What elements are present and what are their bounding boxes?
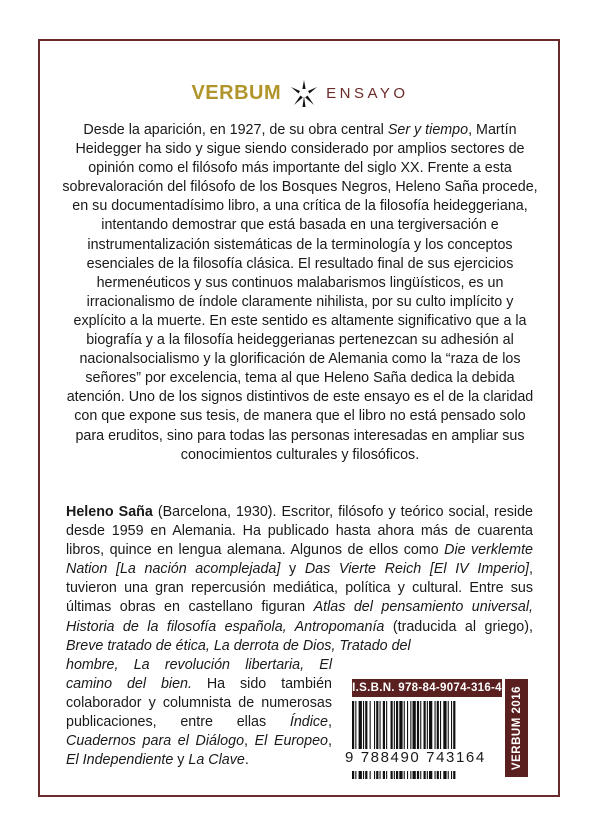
star-burst-icon — [289, 78, 319, 108]
bio-title: Breve tratado de ética, La derrota de Dios, Tratado del — [66, 637, 411, 654]
synopsis-text: , Martín Heidegger ha sido y sigue siendo considerado por amplios sectores de opinión como el filósofo más importante del siglo XX. Frente a esta sobrevaloración del filósofo de los Bosques Negros, Heleno Saña procede, en su documentadísimo libro, a una crítica de la filosofía heideggeriana, intentando demostrar que está basada en una tergiversación e instrumentalización sistemáticas de la terminología y los conceptos esenciales de la filosofía clásica. El resultado final de sus ejercicios hermenéuticos y sus continuos malabarismos lingüísticos, es un irracionalismo de índole claramente nihilista, por su culto implícito y explícito a la muerte. En este sentido es altamente significativo que a la biografía y a la filosofía heideggerianas pertenezcan su adhesión al nacionalsocialismo y la glorificación de Alemania como la “raza de los señores” por excelencia, tema al que Heleno Saña dedica la debida atención. Uno de los signos distintivos de este ensayo es el de la claridad con que expone sus tesis, de manera que el libro no está pensado solo para eruditos, sino para todas las personas interesadas en ampliar sus conocimientos culturales y filosóficos. — [62, 122, 538, 463]
bio-text: , — [328, 733, 332, 750]
bio-text: (Barcelona, 1930). Escritor, filósofo y teórico social, reside desde 1959 en Alemania. Ha publicado hasta ahora más de cuarenta libros, quince en lengua alemana. Algunos de ellos como — [66, 504, 533, 559]
series-name: ENSAYO — [326, 84, 409, 102]
bio-wide-block — [66, 503, 533, 656]
bio-text: , — [328, 714, 332, 731]
publisher-year-text: VERBUM 2016 — [510, 685, 523, 771]
bio-text: (traducida al griego), — [384, 618, 533, 635]
bio-title: El Europeo — [254, 733, 328, 750]
bio-title: Die verklemte Nation [La nación acomplejada] — [66, 542, 533, 578]
bio-title: La Clave — [188, 752, 245, 769]
author-name: Heleno Saña — [66, 504, 153, 520]
barcode-digits: 9 788490 743164 — [343, 749, 513, 771]
bio-title: hombre, La revolución libertaria, El camino del bien. — [66, 656, 332, 692]
bio-text: , — [244, 733, 255, 750]
bio-title: Atlas del pensamiento universal, Historia de la filosofía española, Antropomanía — [66, 599, 533, 635]
isbn-label: I.S.B.N. 978-84-9074-316-4 — [352, 679, 502, 697]
bio-title: Das Vierte Reich [El IV Imperio] — [304, 561, 530, 578]
bio-text: , tuvieron una gran repercusión mediática, política y cultural. Entre sus últimas obras en castellano figuran — [66, 561, 534, 616]
brand-name: VERBUM — [191, 81, 282, 104]
bio-title: Índice — [289, 714, 329, 731]
publisher-year-tag — [505, 679, 528, 777]
synopsis-paragraph — [62, 121, 538, 465]
bio-narrow-block — [66, 656, 332, 771]
bio-title: El Independiente — [66, 752, 174, 769]
publisher-logo — [0, 73, 600, 113]
bio-text: Ha sido también colaborador y columnista de numerosas publicaciones, entre ellas — [66, 675, 332, 731]
synopsis-text: Desde la aparición, en 1927, de su obra central — [83, 122, 388, 138]
bio-title: Cuadernos para el Diálogo — [66, 733, 245, 750]
bio-text: y — [280, 561, 305, 578]
bio-text: y — [173, 752, 189, 769]
synopsis-title: Ser y tiempo — [387, 122, 469, 138]
bio-text: . — [244, 752, 249, 769]
